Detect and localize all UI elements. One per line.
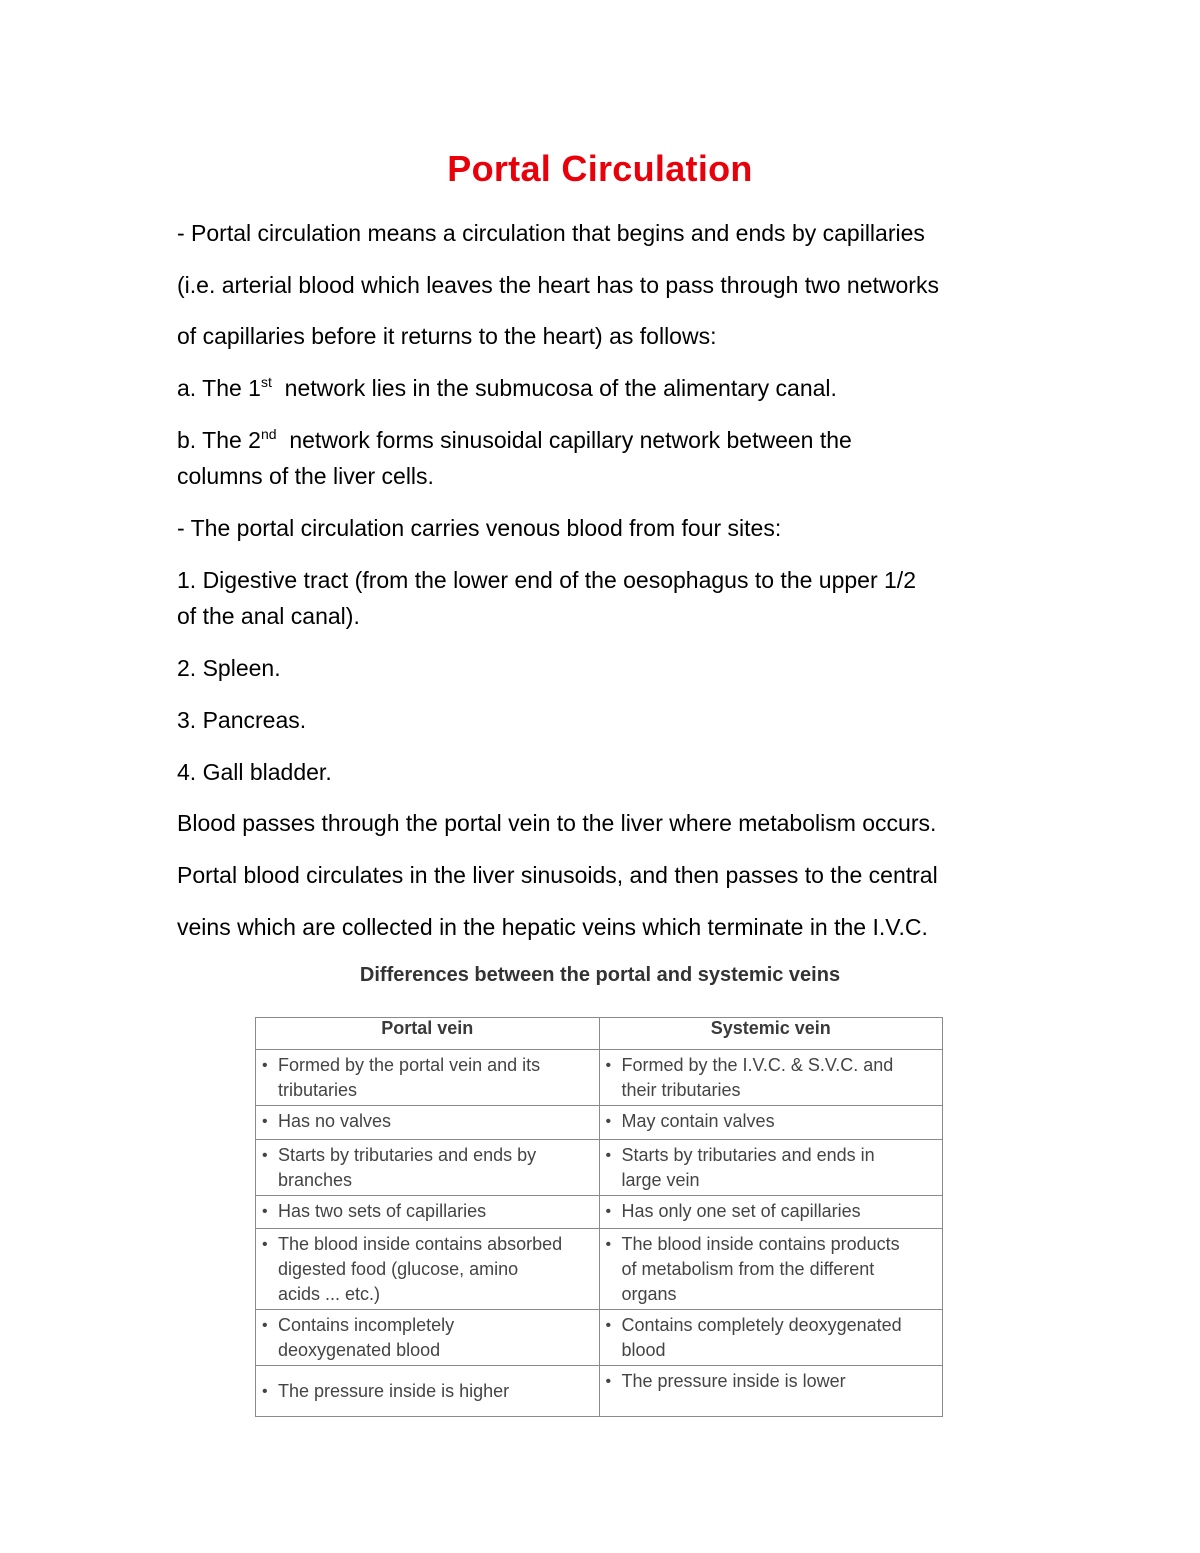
cell-content — [262, 1313, 593, 1363]
table-row — [256, 1196, 943, 1229]
cell-content — [606, 1199, 937, 1224]
systemic-vein-cell — [599, 1050, 943, 1106]
body-line: of the anal canal). — [177, 603, 360, 629]
systemic-vein-cell — [599, 1140, 943, 1196]
bullet-icon: • — [262, 1317, 268, 1334]
ordinal-superscript: nd — [260, 426, 277, 442]
table-title — [0, 964, 1200, 987]
body-line — [177, 422, 1037, 458]
cell-text: Formed by the portal vein and its tributaries — [278, 1055, 541, 1100]
header-portal-vein: Portal vein — [256, 1018, 600, 1050]
bullet-icon: • — [605, 1113, 612, 1130]
cell-content — [262, 1379, 593, 1404]
cell-text: Has no valves — [278, 1111, 392, 1131]
portal-vein-cell — [256, 1106, 600, 1140]
body-line: (i.e. arterial blood which leaves the heart has to pass through two networks — [177, 272, 939, 298]
line-text: b. The 2 — [177, 427, 261, 453]
body-line: Blood passes through the portal vein to the liver where metabolism occurs. — [177, 810, 937, 836]
portal-vein-cell — [256, 1366, 600, 1417]
cell-content — [262, 1232, 593, 1307]
cell-text: The blood inside contains absorbed digested food (glucose, amino acids ... etc.) — [278, 1234, 563, 1304]
cell-content — [606, 1232, 937, 1307]
body-line — [177, 370, 1037, 406]
systemic-vein-cell — [599, 1310, 943, 1366]
body-line: - The portal circulation carries venous blood from four sites: — [177, 515, 782, 541]
bullet-icon: • — [605, 1236, 612, 1253]
cell-text: Contains completely deoxygenated blood — [621, 1315, 902, 1360]
body-line: 2. Spleen. — [177, 655, 281, 681]
line-text: a. The 1 — [177, 375, 261, 401]
cell-text: Has two sets of capillaries — [278, 1201, 487, 1221]
table-title-text: Differences between the portal and systemic veins — [359, 964, 841, 986]
portal-vein-cell — [256, 1140, 600, 1196]
body-line: 3. Pancreas. — [177, 707, 307, 733]
bullet-icon: • — [605, 1317, 612, 1334]
bullet-icon: • — [605, 1147, 612, 1164]
cell-content — [262, 1143, 593, 1193]
cell-text: Formed by the I.V.C. & S.V.C. and their tributaries — [621, 1055, 894, 1100]
portal-vein-cell — [256, 1196, 600, 1229]
body-line: of capillaries before it returns to the heart) as follows: — [177, 323, 717, 349]
cell-content — [606, 1053, 937, 1103]
cell-text: Contains incompletely deoxygenated blood — [278, 1315, 455, 1360]
line-text: network lies in the submucosa of the alimentary canal. — [271, 375, 837, 401]
table-body — [256, 1050, 943, 1417]
table-row — [256, 1366, 943, 1417]
systemic-vein-cell — [599, 1106, 943, 1140]
cell-content — [606, 1143, 937, 1193]
cell-text: May contain valves — [621, 1111, 775, 1131]
cell-text: Has only one set of capillaries — [621, 1201, 861, 1221]
table-row — [256, 1106, 943, 1140]
cell-text: The pressure inside is higher — [278, 1381, 510, 1401]
systemic-vein-cell — [599, 1366, 943, 1417]
table-row — [256, 1050, 943, 1106]
comparison-table — [255, 1017, 943, 1417]
portal-vein-cell — [256, 1050, 600, 1106]
table-header-row — [256, 1018, 943, 1050]
bullet-icon: • — [262, 1203, 268, 1220]
bullet-icon: • — [262, 1113, 268, 1130]
bullet-icon: • — [262, 1057, 268, 1074]
body-line: veins which are collected in the hepatic veins which terminate in the I.V.C. — [177, 914, 928, 940]
cell-text: The pressure inside is lower — [621, 1371, 846, 1391]
table-row — [256, 1140, 943, 1196]
body-line: - Portal circulation means a circulation that begins and ends by capillaries — [177, 220, 925, 246]
table-row — [256, 1310, 943, 1366]
cell-content — [606, 1313, 937, 1363]
body-line: 4. Gall bladder. — [177, 759, 332, 785]
cell-content — [262, 1053, 593, 1103]
systemic-vein-cell — [599, 1196, 943, 1229]
cell-content — [262, 1109, 593, 1134]
header-systemic-vein: Systemic vein — [599, 1018, 943, 1050]
bullet-icon: • — [262, 1383, 268, 1400]
cell-content — [606, 1109, 937, 1134]
page-title: Portal Circulation — [447, 148, 753, 189]
cell-text: Starts by tributaries and ends in large vein — [621, 1145, 875, 1190]
body-line: 1. Digestive tract (from the lower end of the oesophagus to the upper 1/2 — [177, 567, 916, 593]
bullet-icon: • — [262, 1236, 268, 1253]
body-line: columns of the liver cells. — [177, 463, 434, 489]
cell-content — [262, 1199, 593, 1224]
systemic-vein-cell — [599, 1229, 943, 1310]
body-line: Portal blood circulates in the liver sinusoids, and then passes to the central — [177, 862, 938, 888]
table-row — [256, 1229, 943, 1310]
cell-text: The blood inside contains products of metabolism from the different organs — [621, 1234, 900, 1304]
cell-content — [606, 1369, 937, 1394]
bullet-icon: • — [605, 1373, 612, 1390]
line-text: network forms sinusoidal capillary network between the — [276, 427, 852, 453]
bullet-icon: • — [605, 1057, 612, 1074]
ordinal-superscript: st — [260, 374, 272, 390]
portal-vein-cell — [256, 1229, 600, 1310]
portal-vein-cell — [256, 1310, 600, 1366]
bullet-icon: • — [605, 1203, 612, 1220]
cell-text: Starts by tributaries and ends by branches — [278, 1145, 537, 1190]
bullet-icon: • — [262, 1147, 268, 1164]
